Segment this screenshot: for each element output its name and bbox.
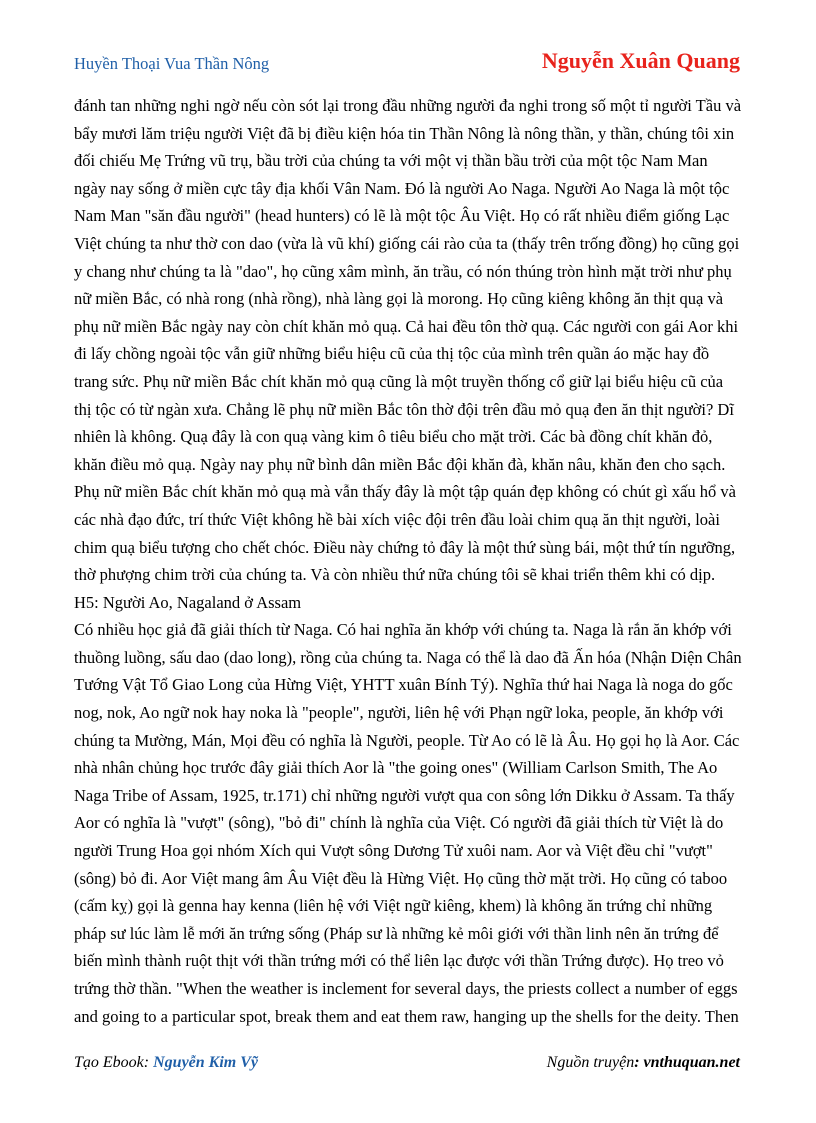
text-line: phụ nữ miền Bắc ngày nay còn chít khăn mỏ quạ. Cả hai đều tôn thờ quạ. Các người con gái Aor khi bbox=[74, 316, 739, 336]
ebook-separator: : bbox=[143, 1054, 154, 1071]
author-name: Nguyễn Xuân Quang bbox=[541, 48, 740, 73]
text-line: trang sức. Phụ nữ miền Bắc chít khăn mỏ quạ cũng là một truyền thống cổ giữ lại biểu hiệu cũ của bbox=[74, 371, 724, 391]
ebook-label: Tạo Ebook bbox=[74, 1054, 144, 1071]
text-line: pháp sư lúc làm lễ mới ăn trứng sống (Pháp sư là những kẻ môi giới với thần linh nên ăn trứng để bbox=[74, 923, 719, 943]
text-line: ngày nay sống ở miền cực tây địa khối Vân Nam. Đó là người Ao Naga. Người Ao Naga là một tộc bbox=[74, 178, 730, 198]
text-line: các nhà đạo đức, trí thức Việt không hề bài xích việc đội trên đầu loài chim quạ ăn thịt người, loài bbox=[74, 509, 720, 529]
text-line: H5: Người Ao, Nagaland ở Assam bbox=[74, 592, 302, 612]
text-line: người Trung Hoa gọi nhóm Xích qui Vượt sông Dương Tử xuôi nam. Aor và Việt đều chỉ "vượt" bbox=[74, 841, 713, 861]
text-line: Tướng Vật Tổ Giao Long của Hừng Việt, YHTT xuân Bính Tý). Nghĩa thứ hai Naga là noga do gốc bbox=[74, 675, 733, 695]
ebook-creator: Nguyễn Kim Vỹ bbox=[153, 1054, 258, 1071]
text-line: (sông) bỏ đi. Aor Việt mang âm Âu Việt đều là Hừng Việt. Họ cũng thờ mặt trời. Họ cũng có taboo bbox=[74, 868, 728, 888]
text-line: chúng ta Mường, Mán, Mọi đều có nghĩa là Người, people. Từ Ao có lẽ là Âu. Họ gọi họ là Aor. Các bbox=[74, 730, 740, 750]
text-line: and going to a particular spot, break them and eat them raw, hanging up the shells for the deity. Then bbox=[74, 1006, 739, 1026]
text-line: y chang như chúng ta là "dao", họ cũng xâm mình, ăn trầu, có nón thúng tròn hình mặt trời như phụ bbox=[74, 261, 732, 281]
text-line: đối chiếu Mẹ Trứng vũ trụ, bầu trời của chúng ta với một vị thần bầu trời của một tộc Nam Man bbox=[74, 151, 708, 171]
source-credit bbox=[547, 1054, 740, 1072]
ebook-credit bbox=[74, 1054, 258, 1072]
text-line: biến mình thành ruột thịt với thần trứng mới có thể liên lạc được với thần Trứng được). Họ treo vỏ bbox=[74, 951, 724, 971]
text-line: Có nhiều học giả đã giải thích từ Naga. Có hai nghĩa ăn khớp với chúng ta. Naga là rắn ăn khớp với bbox=[74, 620, 732, 640]
text-line: Phụ nữ miền Bắc chít khăn mỏ quạ mà vẫn thấy đây là một tập quán đẹp không có chút gì xấu hổ và bbox=[74, 482, 736, 502]
text-line: (cấm kỵ) gọi là genna hay kenna (liên hệ với Việt ngữ kiêng, khem) là không ăn trứng chỉ những bbox=[74, 896, 713, 916]
source-separator: : bbox=[634, 1054, 644, 1071]
text-line: nữ miền Bắc, có nhà rong (nhà rồng), nhà làng gọi là morong. Họ cũng kiêng không ăn thịt quạ và bbox=[74, 289, 724, 309]
text-line: Nam Man "săn đầu người" (head hunters) có lẽ là một tộc Âu Việt. Họ có rất nhiều điểm giống Lạc bbox=[74, 206, 730, 226]
page-header bbox=[74, 46, 740, 78]
source-label: Nguồn truyện bbox=[546, 1054, 635, 1071]
source-site: vnthuquan.net bbox=[643, 1054, 740, 1071]
text-line: chim quạ biểu tượng cho chết chóc. Điều này chứng tỏ đây là một thứ sùng bái, một thứ tín ngưỡng, bbox=[74, 537, 736, 557]
book-title: Huyền Thoại Vua Thần Nông bbox=[74, 54, 270, 73]
text-line: Việt chúng ta như thờ con dao (vừa là vũ khí) giống cái rào của ta (thấy trên trống đồng) họ cũng gọi bbox=[74, 233, 740, 253]
text-line: trứng thờ thần. "When the weather is inclement for several days, the priests collect a number of eggs bbox=[74, 979, 738, 998]
text-line: nog, nok, Ao ngữ nok hay noka là "people", người, liên hệ với Phạn ngữ loka, people, ăn khớp với bbox=[74, 703, 724, 723]
text-line: nhà nhân chủng học trước đây giải thích Aor là "the going ones" (William Carlson Smith, The Ao bbox=[74, 758, 718, 778]
text-line: thị tộc có từ ngàn xưa. Chẳng lẽ phụ nữ miền Bắc tôn thờ đội trên đầu mỏ quạ đen ăn thịt người? Dĩ bbox=[74, 399, 734, 419]
text-line: đánh tan những nghi ngờ nếu còn sót lại trong đầu những người đa nghi trong số một tỉ người Tầu và bbox=[74, 96, 742, 115]
text-line: nhiên là không. Quạ đây là con quạ vàng kim ô tiêu biểu cho mặt trời. Các bà đồng chít khăn đỏ, bbox=[74, 427, 713, 447]
text-line: thờ phượng chim trời của chúng ta. Và còn nhiều thứ nữa chúng tôi sẽ khai triển thêm khi có dịp. bbox=[74, 565, 716, 585]
page-footer bbox=[74, 1054, 740, 1078]
text-line: bẩy mươi lăm triệu người Việt đã bị điều kiện hóa tin Thần Nông là nông thần, y thần, chúng tôi xin bbox=[74, 123, 735, 143]
text-line: Aor có nghĩa là "vượt" (sông), "bỏ đi" chính là nghĩa của Việt. Có người đã giải thích từ Việt là do bbox=[74, 813, 724, 833]
text-line: Naga Tribe of Assam, 1925, tr.171) chỉ những người vượt qua con sông lớn Dikku ở Assam. Ta thấy bbox=[74, 785, 735, 805]
body-text bbox=[74, 92, 742, 1030]
text-line: thuồng luồng, sấu dao (dao long), rồng của chúng ta. Naga có thể là dao đã Ấn hóa (Nhận Diện Chân bbox=[74, 647, 742, 667]
text-line: khăn điều mỏ quạ. Ngày nay phụ nữ bình dân miền Bắc đội khăn đà, khăn nâu, khăn đen cho sạch. bbox=[74, 454, 726, 474]
text-line: đi lấy chồng ngoài tộc vẫn giữ những biểu hiệu cũ của thị tộc của mình trên quần áo mặc hay đồ bbox=[74, 344, 710, 364]
